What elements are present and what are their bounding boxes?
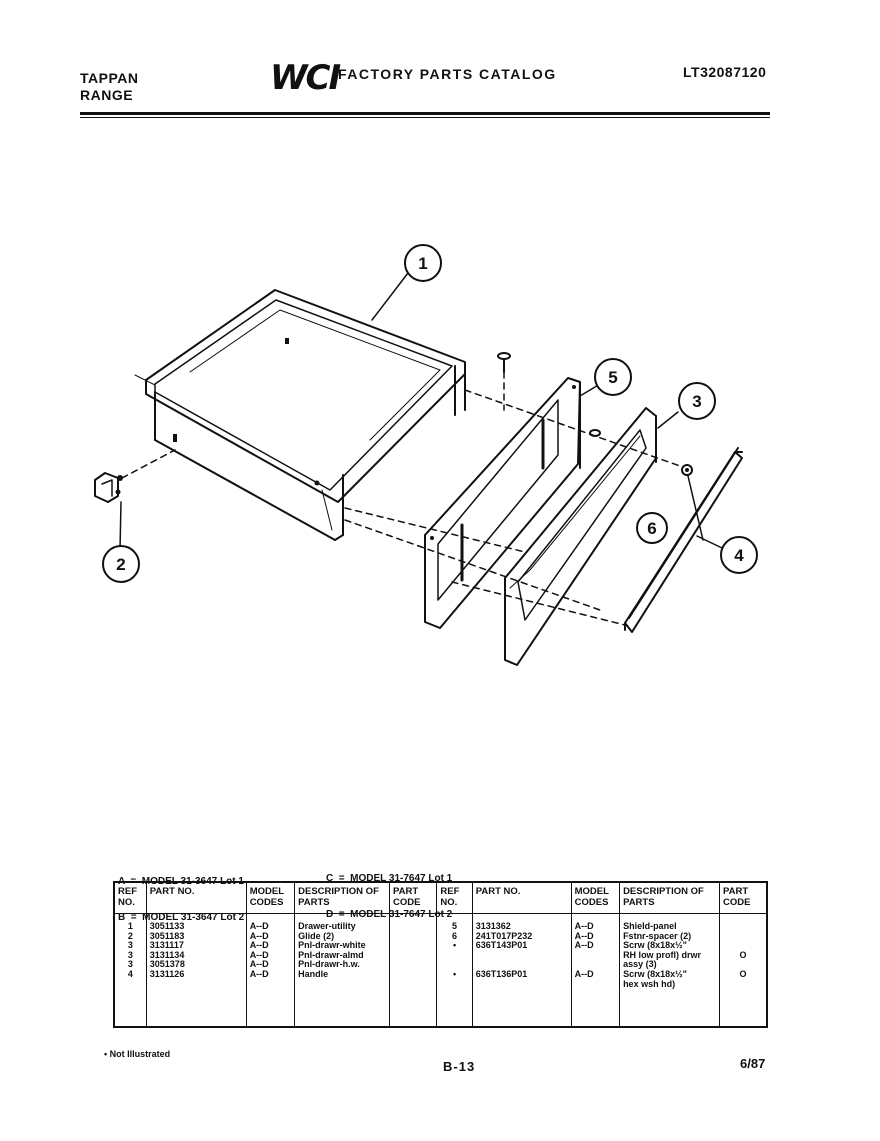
right-codes-5 (575, 960, 616, 970)
right-desc-3: Scrw (8x18x½" (623, 941, 687, 951)
right-codes-column (571, 914, 619, 1028)
drawer-utility-drawing (135, 290, 465, 540)
left-part-5: 3051378 (149, 960, 185, 970)
right-ref-5 (440, 960, 468, 970)
right-ref-1: 5 (452, 922, 458, 931)
right-codes-2: A--D (574, 931, 594, 941)
right-part-1: 3131362 (475, 922, 511, 931)
header-ref-no: REF NO. (114, 882, 146, 914)
left-codes-5: A--D (249, 960, 269, 970)
left-ref-2: 2 (127, 931, 133, 941)
right-ref-column (437, 914, 472, 1028)
right-pcode-4: O (739, 950, 747, 960)
callout-6 (637, 513, 667, 543)
right-pcode-1 (723, 922, 763, 932)
callout-4 (721, 537, 757, 573)
left-desc-5: Pnl-drawr-h.w. (298, 960, 360, 970)
left-part-column (146, 914, 246, 1028)
right-part-column (472, 914, 571, 1028)
header-model-codes: MODEL CODES (246, 882, 294, 914)
left-pcode-1 (393, 922, 433, 932)
left-codes-1: A--D (249, 922, 269, 931)
left-ref-5: 3 (127, 960, 133, 970)
left-desc-4: Pnl-drawr-almd (298, 950, 364, 960)
brand-label (80, 70, 138, 104)
left-part-6: 3131126 (149, 969, 185, 979)
right-desc-column (620, 914, 720, 1028)
left-ref-6: 4 (127, 969, 133, 979)
right-part-2: 241T017P232 (475, 931, 533, 941)
left-part-4: 3131134 (149, 950, 185, 960)
left-codes-3: A--D (249, 941, 269, 951)
model-key-d: D = MODEL 31-7647 Lot 2 (326, 909, 453, 920)
exploded-parts-diagram (80, 240, 780, 680)
right-pcode-6: O (739, 969, 747, 979)
callout-3 (679, 383, 715, 419)
callout-2 (103, 546, 139, 582)
right-pcode-7 (723, 980, 763, 990)
parts-table (113, 881, 768, 1028)
header-part-code-2: PART CODE (719, 882, 767, 914)
right-pcode-5 (723, 960, 763, 970)
left-pcode-5 (393, 960, 433, 970)
header-ref-no-2: REF NO. (437, 882, 472, 914)
callout-4-label: 4 (734, 546, 744, 565)
right-desc-2: Fstnr-spacer (2) (623, 931, 692, 941)
right-desc-1: Shield-panel (623, 922, 677, 931)
left-pcode-column (389, 914, 436, 1028)
right-part-7 (476, 980, 568, 990)
right-part-5 (476, 960, 568, 970)
right-pcode-2 (723, 932, 763, 942)
callout-3-label: 3 (692, 392, 702, 411)
right-pcode-column (719, 914, 767, 1028)
header-part-no-2: PART NO. (472, 882, 571, 914)
left-desc-column (295, 914, 390, 1028)
header-model-codes-2: MODEL CODES (571, 882, 619, 914)
brand-line-2: RANGE (80, 87, 134, 103)
right-codes-1: A--D (574, 922, 594, 931)
catalog-title: FACTORY PARTS CATALOG (338, 66, 557, 82)
right-ref-3: • (452, 941, 457, 951)
header-part-no: PART NO. (146, 882, 246, 914)
wci-logo: WCI (270, 58, 340, 98)
left-pcode-3 (393, 941, 433, 951)
model-key-c: C = MODEL 31-7647 Lot 1 (326, 873, 453, 884)
right-part-4 (476, 951, 568, 961)
right-ref-6: • (452, 969, 457, 979)
right-codes-6: A--D (574, 969, 594, 979)
header-part-code: PART CODE (389, 882, 436, 914)
parts-table-header (114, 882, 767, 914)
right-codes-3: A--D (574, 941, 594, 951)
model-key-b: B = MODEL 31-3647 Lot 2 (118, 912, 245, 923)
revision-date: 6/87 (740, 1056, 766, 1071)
left-part-1: 3051133 (149, 922, 185, 931)
right-part-6: 636T136P01 (475, 969, 528, 979)
callout-1-label: 1 (418, 254, 428, 273)
header-rule-thin (80, 117, 770, 118)
right-ref-7 (440, 980, 468, 990)
callout-2-label: 2 (116, 555, 126, 574)
left-pcode-6 (393, 970, 433, 980)
right-codes-7 (575, 980, 616, 990)
left-desc-3: Pnl-drawr-white (298, 941, 366, 951)
right-ref-2: 6 (452, 931, 458, 941)
right-ref-4 (440, 951, 468, 961)
page-number: B-13 (443, 1059, 476, 1074)
left-pcode-2 (393, 932, 433, 942)
brand-line-1: TAPPAN (80, 70, 139, 86)
header-description-2: DESCRIPTION OF PARTS (620, 882, 720, 914)
callout-5 (595, 359, 631, 395)
right-pcode-3 (723, 941, 763, 951)
callout-1 (405, 245, 441, 281)
model-key-a: A = MODEL 31-3647 Lot 1 (118, 876, 244, 887)
left-codes-4: A--D (249, 950, 269, 960)
footnote-not-illustrated: • Not Illustrated (104, 1049, 171, 1059)
left-codes-2: A--D (249, 931, 269, 941)
right-desc-7: hex wsh hd) (623, 979, 676, 989)
left-ref-4: 3 (127, 950, 133, 960)
left-part-3: 3131117 (149, 941, 184, 951)
left-ref-1: 1 (127, 922, 133, 931)
left-desc-2: Glide (2) (298, 931, 335, 941)
left-pcode-4 (393, 951, 433, 961)
left-desc-1: Drawer-utility (298, 922, 356, 931)
parts-table-body (114, 914, 767, 1028)
callout-5-label: 5 (608, 368, 618, 387)
left-codes-6: A--D (249, 969, 269, 979)
document-id: LT32087120 (683, 64, 767, 80)
left-part-2: 3051183 (149, 931, 185, 941)
left-ref-column (114, 914, 146, 1028)
callout-6-label: 6 (647, 519, 657, 538)
right-desc-5: assy (3) (623, 960, 657, 970)
glide-drawing (95, 473, 123, 502)
left-ref-3: 3 (127, 941, 133, 951)
right-desc-4: RH low profl) drwr (623, 950, 702, 960)
right-codes-4 (575, 951, 616, 961)
left-desc-6: Handle (298, 969, 329, 979)
header-rule-thick (80, 112, 770, 115)
right-part-3: 636T143P01 (475, 941, 528, 951)
left-codes-column (246, 914, 294, 1028)
header-description: DESCRIPTION OF PARTS (295, 882, 390, 914)
right-desc-6: Scrw (8x18x½" (623, 969, 687, 979)
